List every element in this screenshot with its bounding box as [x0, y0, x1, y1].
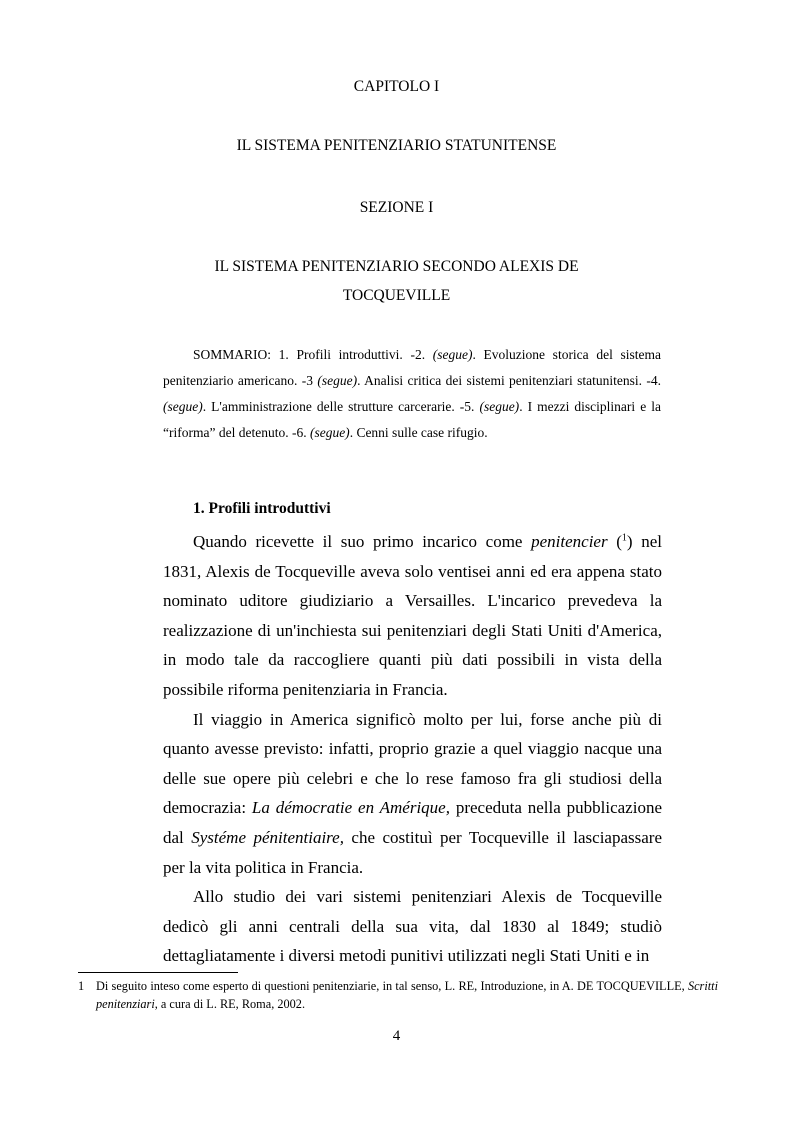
- footnote-number: 1: [78, 979, 85, 993]
- section-title-line2: TOCQUEVILLE: [342, 287, 451, 304]
- p1-text: ) nel 1831, Alexis de Tocqueville aveva solo ventisei anni ed era appena stato nominato uditore giudiziario a Versailles. L'incarico prevedeva la realizzazione di un'inchiesta sui penitenziari degli Stati Uniti d'America, in modo tale da raccogliere quanti più dati possibili in vista della possibile riforma penitenziaria in Francia.: [163, 532, 662, 699]
- summary-italic: (segue): [317, 373, 358, 388]
- chapter-title: IL SISTEMA PENITENZIARIO STATUNITENSE: [236, 137, 557, 154]
- body-text: [163, 527, 662, 971]
- paragraph-1: [163, 527, 662, 705]
- summary-paragraph: [163, 342, 661, 446]
- section-heading: SEZIONE I: [359, 199, 434, 216]
- summary-text: . Evoluzione storica del sistema penitenziario americano. -3: [163, 347, 661, 388]
- p1-text: Quando ricevette il suo primo incarico come: [193, 532, 532, 551]
- footnote-italic: Scritti penitenziari: [96, 979, 718, 1011]
- summary-text: . L'amministrazione delle strutture carcerarie. -5.: [202, 399, 480, 414]
- p1-text: (: [607, 532, 622, 551]
- summary-text: . Cenni sulle case rifugio.: [349, 425, 488, 440]
- summary-italic: (segue): [479, 399, 520, 414]
- summary-text: . I mezzi disciplinari e la “riforma” del detenuto. -6.: [163, 399, 661, 440]
- summary-text: . Analisi critica dei sistemi penitenziari statunitensi. -4.: [357, 373, 661, 388]
- summary-italic: (segue): [432, 347, 473, 362]
- chapter-heading: CAPITOLO I: [353, 78, 440, 95]
- section1-heading: 1. Profili introduttivi: [193, 500, 331, 517]
- footnote-text: [96, 977, 718, 1013]
- section-title-line1: IL SISTEMA PENITENZIARIO SECONDO ALEXIS DE: [214, 258, 579, 275]
- summary-text: SOMMARIO: 1. Profili introduttivi. -2.: [193, 347, 433, 362]
- p2-text: Il viaggio in America significò molto per lui, forse anche più di quanto avesse previsto: infatti, proprio grazie a quel viaggio nacque una delle sue opere più celebri e che lo rese famoso fra gli studiosi della democrazia:: [163, 709, 662, 818]
- footnote-text-part: , a cura di L. RE, Roma, 2002.: [154, 997, 306, 1011]
- p2-text: preceduta nella pubblicazione dal: [163, 798, 662, 847]
- p2-text: che costituì per Tocqueville il lasciapassare per la vita politica in Francia.: [163, 827, 662, 877]
- paragraph-2: [163, 705, 662, 883]
- page-number: 4: [392, 1028, 401, 1044]
- p2-italic: La démocratie en Amérique,: [251, 798, 450, 818]
- footnote-text-part: Di seguito inteso come esperto di questioni penitenziarie, in tal senso, L. RE, Introduzione, in A. DE TOCQUEVILLE,: [96, 979, 688, 993]
- footnote-reference[interactable]: 1: [621, 532, 627, 544]
- footnote: [78, 977, 718, 1013]
- p2-italic: Systéme pénitentiaire,: [191, 827, 344, 847]
- footnote-separator: [78, 972, 238, 973]
- summary-italic: (segue): [163, 399, 203, 414]
- paragraph-3: Allo studio dei vari sistemi penitenziari Alexis de Tocqueville dedicò gli anni centrali della sua vita, dal 1830 al 1849; studiò dettagliatamente i diversi metodi punitivi utilizzati negli Stati Uniti e in: [163, 887, 662, 966]
- p1-italic: penitencier: [531, 532, 608, 551]
- summary-block: [163, 342, 661, 446]
- summary-italic: (segue): [309, 425, 350, 440]
